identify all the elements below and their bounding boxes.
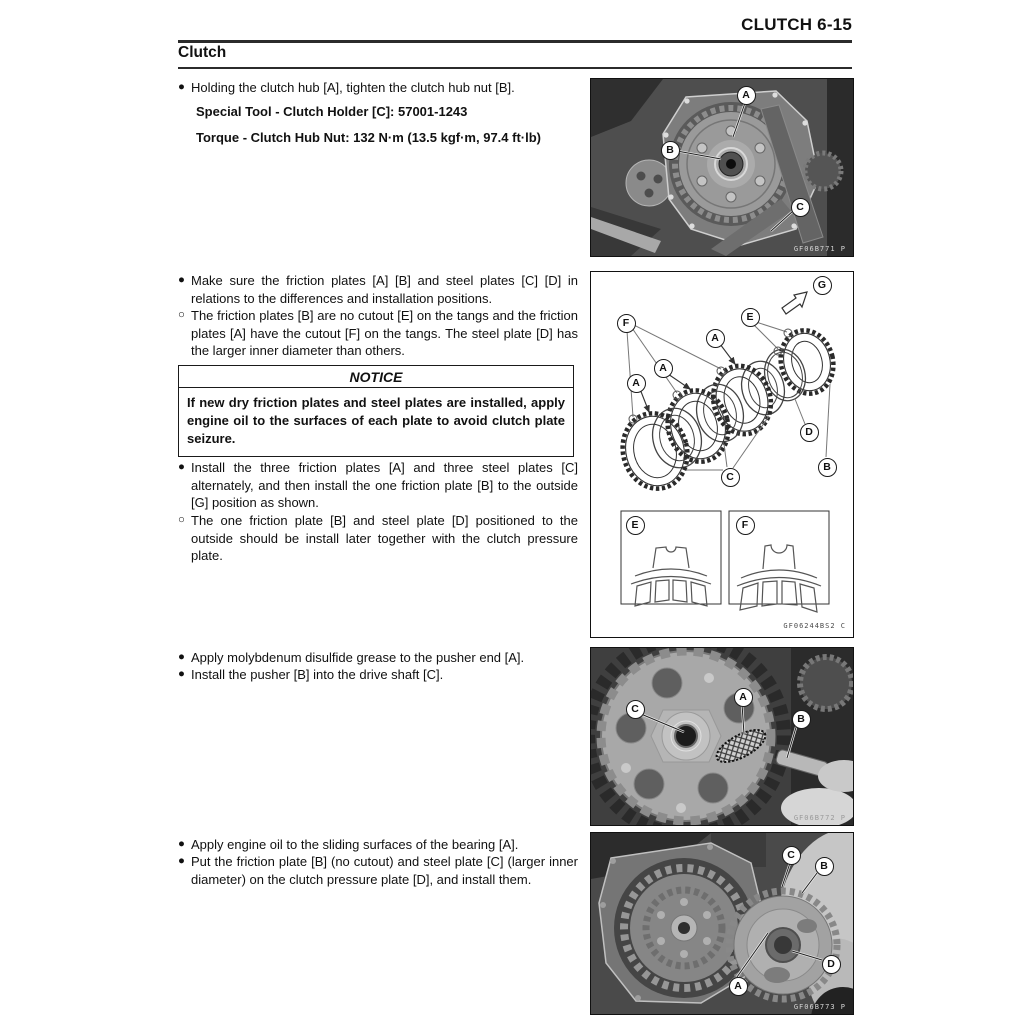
- step-apply-grease: [178, 649, 578, 667]
- special-tool-line: Special Tool - Clutch Holder [C]: 57001-1243: [196, 104, 468, 119]
- page-header-title: CLUTCH 6-15: [741, 15, 852, 34]
- step-install-pusher: [178, 666, 578, 684]
- callout-f: F: [617, 314, 636, 333]
- circle-marker: ○: [178, 309, 185, 321]
- callout-a: A: [734, 688, 753, 707]
- detail-label-f: F: [736, 516, 755, 535]
- callout-b: B: [792, 710, 811, 729]
- clutch-photo-art: [591, 79, 853, 256]
- step-apply-oil: [178, 836, 578, 854]
- figure-code: GF06244BS2 C: [783, 622, 846, 630]
- bullet-marker: ●: [178, 651, 185, 663]
- figure-code: GF06B773 P: [793, 1003, 846, 1011]
- callout-g: G: [813, 276, 832, 295]
- header-rule: [178, 40, 852, 43]
- callout-c: C: [782, 846, 801, 865]
- note-plate-differences: [178, 307, 578, 360]
- detail-label-e: E: [626, 516, 645, 535]
- note-text: The one friction plate [B] and steel plate [D] positioned to the outside should be install later together with the clutch pressure plate.: [191, 513, 578, 563]
- pressure-plate-photo-art: [591, 833, 853, 1014]
- notice-title: NOTICE: [179, 366, 573, 388]
- callout-a: A: [627, 374, 646, 393]
- step-install-plates: [178, 459, 578, 512]
- callout-b: B: [818, 458, 837, 477]
- bullet-marker: ●: [178, 461, 185, 473]
- callout-c: C: [791, 198, 810, 217]
- callout-c: C: [626, 700, 645, 719]
- step-put-plates-on-pressure-plate: [178, 853, 578, 888]
- figure-code: GF06B772 P: [793, 814, 846, 822]
- section-rule: [178, 67, 852, 69]
- callout-e: E: [741, 308, 760, 327]
- step-check-plates: [178, 272, 578, 307]
- note-text: The friction plates [B] are no cutout [E] on the tangs and the friction plates [A] have the cutout [F] on the tangs. The steel plate [D] has the larger inner diameter than others.: [191, 308, 578, 358]
- step-text: Install the pusher [B] into the drive shaft [C].: [191, 667, 444, 682]
- figure-pusher-photo: [590, 647, 854, 826]
- notice-body: If new dry friction plates and steel plates are installed, apply engine oil to the surfaces of each plate to avoid clutch plate seizure.: [187, 395, 565, 446]
- callout-d: D: [822, 955, 841, 974]
- notice-box: [178, 365, 574, 457]
- callout-a: A: [737, 86, 756, 105]
- step-text: Put the friction plate [B] (no cutout) and steel plate [C] (larger inner diameter) on the clutch pressure plate [D], and install them.: [191, 854, 578, 887]
- bullet-marker: ●: [178, 81, 185, 93]
- step-text: Apply molybdenum disulfide grease to the pusher end [A].: [191, 650, 525, 665]
- callout-a: A: [654, 359, 673, 378]
- step-text: Apply engine oil to the sliding surfaces of the bearing [A].: [191, 837, 519, 852]
- figure-plate-stack-diagram: [590, 271, 854, 638]
- bullet-marker: ●: [178, 838, 185, 850]
- callout-b: B: [661, 141, 680, 160]
- section-title: Clutch: [178, 44, 227, 61]
- circle-marker: ○: [178, 514, 185, 526]
- step-text: Make sure the friction plates [A] [B] and steel plates [C] [D] in relations to the differences and installation positions.: [191, 273, 578, 306]
- callout-c: C: [721, 468, 740, 487]
- figure-code: GF06B771 P: [793, 245, 846, 253]
- bullet-marker: ●: [178, 855, 185, 867]
- torque-line: Torque - Clutch Hub Nut: 132 N·m (13.5 kgf·m, 97.4 ft·lb): [196, 130, 542, 145]
- callout-d: D: [800, 423, 819, 442]
- bullet-marker: ●: [178, 668, 185, 680]
- step-tighten-hub-nut: [178, 79, 578, 97]
- step-text: Holding the clutch hub [A], tighten the clutch hub nut [B].: [191, 80, 515, 95]
- callout-a: A: [706, 329, 725, 348]
- callout-b: B: [815, 857, 834, 876]
- note-outside-plates: [178, 512, 578, 565]
- figure-pressure-plate-photo: [590, 832, 854, 1015]
- callout-a: A: [729, 977, 748, 996]
- figure-clutch-hub-nut-photo: [590, 78, 854, 257]
- bullet-marker: ●: [178, 274, 185, 286]
- step-text: Install the three friction plates [A] and three steel plates [C] alternately, and then install the one friction plate [B] to the outside [G] position as shown.: [191, 460, 578, 510]
- pusher-photo-art: [591, 648, 853, 825]
